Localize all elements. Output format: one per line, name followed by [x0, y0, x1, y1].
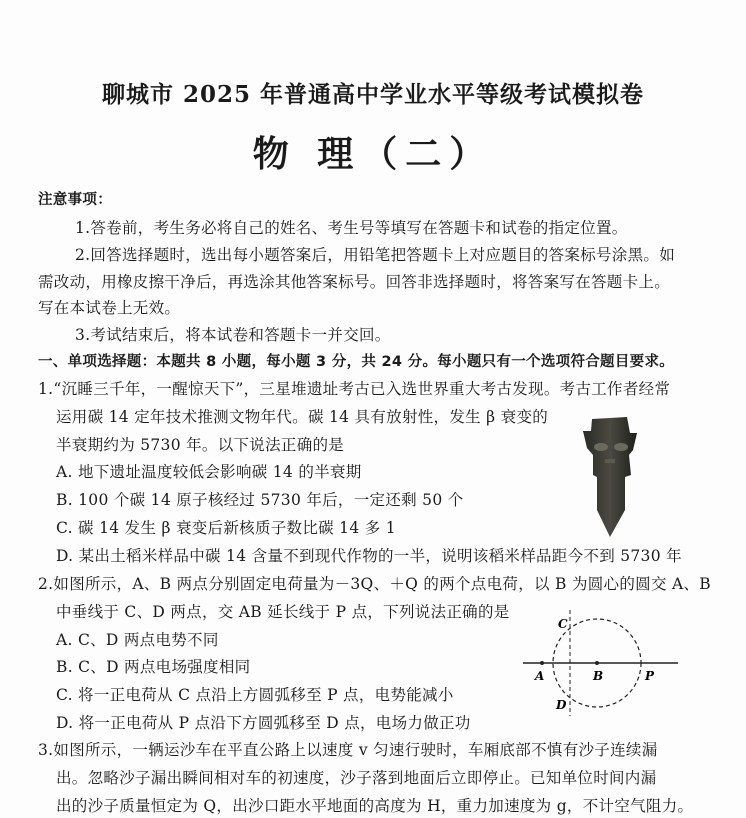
- note-line: 3.考试结束后，将本试卷和答题卡一并交回。: [75, 326, 391, 344]
- question-stem: 中垂线于 C、D 两点，交 AB 延长线于 P 点，下列说法正确的是: [56, 603, 510, 621]
- note-line: 需改动，用橡皮擦干净后，再选涂其他答案标号。回答非选择题时，将答案写在答题卡上。: [38, 273, 671, 291]
- option-d: D. 某出土稻米样品中碳 14 含量不到现代作物的一半，说明该稻米样品距今不到 5730 年: [56, 547, 682, 565]
- point-a: [540, 661, 544, 665]
- charge-circle-diagram: [515, 608, 685, 718]
- label-a: A: [535, 669, 545, 683]
- option-d: D. 将一正电荷从 P 点沿下方圆弧移至 D 点，电场力做正功: [56, 714, 471, 732]
- question-stem: 1.“沉睡三千年，一醒惊天下”，三星堆遗址考古已入选世界重大考古发现。考古工作者经常: [38, 380, 671, 398]
- option-b: B. C、D 两点电场强度相同: [56, 658, 251, 676]
- option-c: C. 碳 14 发生 β 衰变后新核质子数比碳 14 多 1: [56, 519, 396, 537]
- exam-subject: 物 理（二）: [252, 134, 494, 175]
- question-stem: 3.如图所示，一辆运沙车在平直公路上以速度 v 匀速行驶时，车厢底部不慎有沙子连续漏: [38, 741, 658, 759]
- question-stem: 运用碳 14 定年技术推测文物年代。碳 14 具有放射性，发生 β 衰变的: [56, 408, 549, 426]
- label-b: B: [593, 669, 604, 683]
- note-line: 1.答卷前，考生务必将自己的姓名、考生号等填写在答题卡和试卷的指定位置。: [75, 219, 628, 237]
- notes-heading: 注意事项：: [38, 192, 112, 208]
- question-stem: 出的沙子质量恒定为 Q，出沙口距水平地面的高度为 H，重力加速度为 g，不计空气阻力。: [56, 797, 694, 815]
- exam-title: 聊城市 2025 年普通高中学业水平等级考试模拟卷: [101, 81, 645, 108]
- question-stem: 半衰期约为 5730 年。以下说法正确的是: [56, 436, 345, 454]
- point-b: [595, 661, 599, 665]
- option-a: A. C、D 两点电势不同: [56, 631, 219, 649]
- note-line: 写在本试卷上无效。: [38, 299, 181, 317]
- question-stem: 出。忽略沙子漏出瞬间相对车的初速度，沙子落到地面后立即停止。已知单位时间内漏: [56, 769, 657, 787]
- option-c: C. 将一正电荷从 C 点沿上方圆弧移至 P 点，电势能减小: [56, 686, 454, 704]
- option-b: B. 100 个碳 14 原子核经过 5730 年后，一定还剩 50 个: [56, 491, 464, 509]
- section-heading: 一、单项选择题：本题共 8 小题，每小题 3 分，共 24 分。每小题只有一个选项符合题目要求。: [38, 354, 675, 370]
- question-stem: 2.如图所示，A、B 两点分别固定电荷量为－3Q、＋Q 的两个点电荷，以 B 为圆心的圆交 A、B: [38, 575, 711, 593]
- note-line: 2.回答选择题时，选出每小题答案后，用铅笔把答题卡上对应题目的答案标号涂黑。如: [75, 246, 675, 264]
- bronze-mask-image: [575, 415, 655, 540]
- label-p: P: [645, 669, 655, 683]
- label-c: C: [558, 617, 568, 631]
- label-d: D: [556, 698, 567, 712]
- option-a: A. 地下遗址温度较低会影响碳 14 的半衰期: [56, 463, 362, 481]
